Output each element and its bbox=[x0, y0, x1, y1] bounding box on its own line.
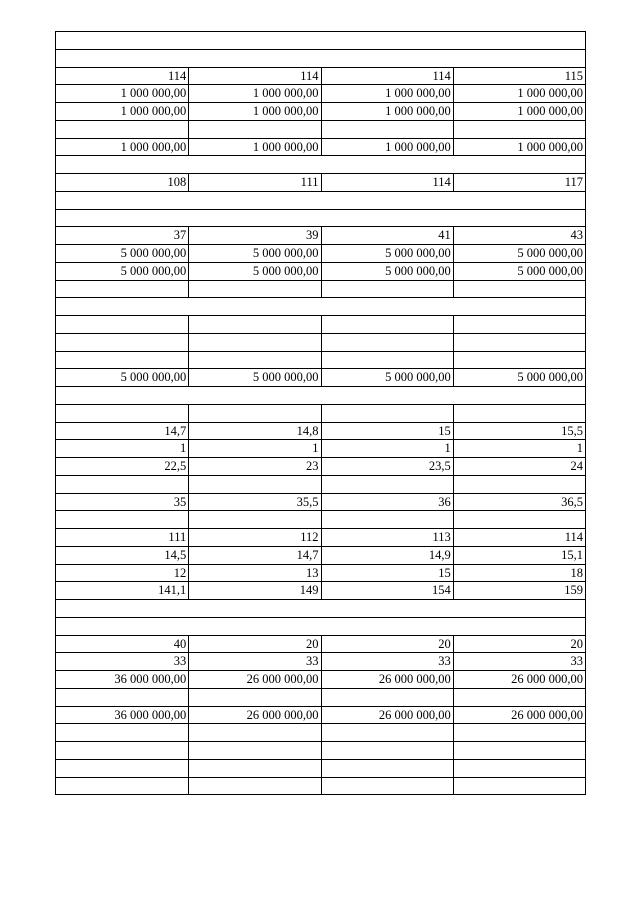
table-cell bbox=[56, 724, 188, 741]
table-cell-merged bbox=[56, 600, 585, 617]
table-cell: 20 bbox=[321, 636, 453, 653]
table-cell-merged bbox=[56, 32, 585, 49]
table-cell bbox=[56, 316, 188, 333]
table-cell: 114 bbox=[188, 68, 320, 85]
table-cell bbox=[56, 778, 188, 795]
table-row bbox=[55, 351, 586, 369]
table-cell bbox=[321, 778, 453, 795]
table-row bbox=[55, 49, 586, 67]
table-cell: 26 000 000,00 bbox=[453, 707, 585, 724]
table-cell bbox=[56, 760, 188, 777]
table-row bbox=[55, 741, 586, 759]
table-cell: 14,7 bbox=[188, 547, 320, 564]
table-cell bbox=[453, 281, 585, 298]
table-cell: 41 bbox=[321, 227, 453, 244]
table-row bbox=[55, 457, 586, 475]
table-cell: 18 bbox=[453, 565, 585, 582]
table-cell bbox=[321, 352, 453, 369]
table-row bbox=[55, 67, 586, 85]
table-cell bbox=[321, 121, 453, 138]
table-cell-merged bbox=[56, 156, 585, 173]
table-cell-merged bbox=[56, 210, 585, 227]
table-cell: 36 000 000,00 bbox=[114, 707, 187, 722]
table-cell: 26 000 000,00 bbox=[321, 671, 453, 688]
table-cell-merged bbox=[56, 192, 585, 209]
table-cell: 5 000 000,00 bbox=[120, 370, 187, 385]
table-row bbox=[55, 404, 586, 422]
table-cell: 1 bbox=[321, 440, 453, 457]
table-cell bbox=[188, 334, 320, 351]
table-row bbox=[55, 138, 586, 156]
table-cell: 35,5 bbox=[188, 494, 320, 511]
table-cell: 26 000 000,00 bbox=[321, 707, 453, 724]
table-cell: 5 000 000,00 bbox=[321, 369, 453, 386]
table-cell: 1 bbox=[188, 440, 320, 457]
table-cell-merged bbox=[56, 387, 585, 404]
table-row bbox=[55, 386, 586, 404]
table-cell: 1 000 000,00 bbox=[120, 139, 187, 154]
table-row bbox=[55, 777, 586, 796]
table-cell: 20 bbox=[453, 636, 585, 653]
table-row bbox=[55, 723, 586, 741]
table-cell bbox=[321, 742, 453, 759]
table-row bbox=[55, 475, 586, 493]
table-row bbox=[55, 173, 586, 191]
table-cell bbox=[56, 476, 188, 493]
table-cell: 20 bbox=[188, 636, 320, 653]
table-cell bbox=[188, 511, 320, 528]
table-cell: 1 bbox=[453, 440, 585, 457]
table-cell: 1 000 000,00 bbox=[321, 103, 453, 120]
table-row bbox=[55, 226, 586, 244]
table-row bbox=[55, 155, 586, 173]
table-cell: 5 000 000,00 bbox=[188, 245, 320, 262]
table-cell: 1 000 000,00 bbox=[188, 85, 320, 102]
table-cell: 114 bbox=[321, 68, 453, 85]
table-cell bbox=[321, 689, 453, 706]
table-row bbox=[55, 617, 586, 635]
table-cell: 40 bbox=[173, 636, 187, 651]
table-cell bbox=[453, 742, 585, 759]
table-cell: 22,5 bbox=[164, 459, 187, 473]
table-cell bbox=[56, 405, 188, 422]
table-cell: 15,5 bbox=[453, 423, 585, 440]
table-cell: 154 bbox=[321, 582, 453, 599]
table-cell: 15 bbox=[321, 423, 453, 440]
table-cell: 5 000 000,00 bbox=[321, 245, 453, 262]
table-cell: 43 bbox=[453, 227, 585, 244]
table-cell bbox=[56, 352, 188, 369]
table-cell: 5 000 000,00 bbox=[188, 263, 320, 280]
table-row bbox=[55, 280, 586, 298]
table-row bbox=[55, 635, 586, 653]
table-cell: 141,1 bbox=[158, 583, 187, 598]
table-cell: 5 000 000,00 bbox=[453, 263, 585, 280]
table-row bbox=[55, 368, 586, 386]
table-cell: 115 bbox=[453, 68, 585, 85]
table-cell: 14,7 bbox=[164, 423, 187, 438]
table-cell bbox=[56, 689, 188, 706]
table-cell: 111 bbox=[188, 174, 320, 191]
table-cell bbox=[56, 742, 188, 759]
table-cell bbox=[56, 281, 188, 298]
table-cell: 1 000 000,00 bbox=[120, 86, 187, 101]
table-cell bbox=[453, 511, 585, 528]
table-cell bbox=[188, 476, 320, 493]
table-cell: 114 bbox=[321, 174, 453, 191]
table-cell: 13 bbox=[188, 565, 320, 582]
table-cell: 1 000 000,00 bbox=[453, 85, 585, 102]
table-row bbox=[55, 652, 586, 670]
table-cell: 24 bbox=[453, 458, 585, 475]
table-cell: 5 000 000,00 bbox=[321, 263, 453, 280]
table-cell bbox=[188, 689, 320, 706]
table-cell: 35 bbox=[173, 494, 187, 509]
table-cell-merged bbox=[56, 298, 585, 315]
table-cell bbox=[56, 121, 188, 138]
table-cell: 33 bbox=[321, 653, 453, 670]
table-cell: 1 000 000,00 bbox=[188, 139, 320, 156]
table-cell: 1 bbox=[180, 441, 187, 456]
table-cell bbox=[453, 778, 585, 795]
table-row bbox=[55, 688, 586, 706]
table-cell bbox=[321, 334, 453, 351]
table-cell bbox=[453, 476, 585, 493]
table-cell bbox=[188, 121, 320, 138]
table-cell: 113 bbox=[321, 529, 453, 546]
table-row bbox=[55, 706, 586, 724]
table-row bbox=[55, 510, 586, 528]
table-row bbox=[55, 546, 586, 564]
table-cell bbox=[188, 724, 320, 741]
table-cell-merged bbox=[56, 618, 585, 635]
table-cell: 15,1 bbox=[453, 547, 585, 564]
table-cell: 37 bbox=[173, 228, 187, 243]
table-row bbox=[55, 333, 586, 351]
table-row bbox=[55, 759, 586, 777]
table-cell: 39 bbox=[188, 227, 320, 244]
table-cell: 33 bbox=[453, 653, 585, 670]
table-cell: 33 bbox=[188, 653, 320, 670]
table-cell bbox=[56, 334, 188, 351]
table-row bbox=[55, 102, 586, 120]
table-cell: 149 bbox=[188, 582, 320, 599]
table-cell bbox=[453, 334, 585, 351]
table-cell bbox=[321, 511, 453, 528]
table-row bbox=[55, 84, 586, 102]
table-cell bbox=[453, 121, 585, 138]
table-cell: 26 000 000,00 bbox=[453, 671, 585, 688]
table-cell: 14,8 bbox=[188, 423, 320, 440]
table-cell bbox=[453, 352, 585, 369]
table-cell: 111 bbox=[168, 530, 187, 544]
table-row bbox=[55, 262, 586, 280]
table-cell bbox=[321, 476, 453, 493]
data-table bbox=[55, 31, 586, 795]
table-cell: 117 bbox=[453, 174, 585, 191]
table-cell: 33 bbox=[173, 654, 187, 669]
table-cell: 36,5 bbox=[453, 494, 585, 511]
table-cell bbox=[188, 352, 320, 369]
table-cell: 1 000 000,00 bbox=[120, 104, 187, 118]
table-cell: 26 000 000,00 bbox=[188, 707, 320, 724]
table-cell bbox=[453, 760, 585, 777]
table-cell: 14,9 bbox=[321, 547, 453, 564]
table-cell: 5 000 000,00 bbox=[120, 263, 187, 278]
table-cell bbox=[321, 405, 453, 422]
table-cell: 114 bbox=[167, 68, 187, 83]
table-cell bbox=[453, 689, 585, 706]
table-row bbox=[55, 120, 586, 138]
table-cell: 112 bbox=[188, 529, 320, 546]
table-cell: 114 bbox=[453, 529, 585, 546]
table-row bbox=[55, 244, 586, 262]
table-cell: 1 000 000,00 bbox=[453, 139, 585, 156]
table-cell bbox=[453, 316, 585, 333]
table-row bbox=[55, 315, 586, 333]
table-cell: 36 bbox=[321, 494, 453, 511]
table-cell bbox=[188, 281, 320, 298]
table-cell bbox=[321, 316, 453, 333]
table-row bbox=[55, 439, 586, 457]
table-cell: 1 000 000,00 bbox=[321, 139, 453, 156]
table-cell bbox=[321, 760, 453, 777]
table-cell bbox=[453, 405, 585, 422]
table-row bbox=[55, 599, 586, 617]
table-cell: 23 bbox=[188, 458, 320, 475]
table-row bbox=[55, 191, 586, 209]
table-cell-merged bbox=[56, 50, 585, 67]
table-row bbox=[55, 581, 586, 599]
table-cell: 36 000 000,00 bbox=[114, 672, 187, 686]
table-cell: 108 bbox=[167, 175, 187, 189]
table-cell bbox=[188, 316, 320, 333]
table-cell: 5 000 000,00 bbox=[453, 245, 585, 262]
table-cell: 26 000 000,00 bbox=[188, 671, 320, 688]
table-cell: 1 000 000,00 bbox=[188, 103, 320, 120]
table-cell bbox=[453, 724, 585, 741]
table-cell: 5 000 000,00 bbox=[188, 369, 320, 386]
table-cell: 14,5 bbox=[164, 547, 187, 562]
table-cell bbox=[188, 778, 320, 795]
table-row bbox=[55, 493, 586, 511]
table-cell: 23,5 bbox=[321, 458, 453, 475]
table-cell: 1 000 000,00 bbox=[321, 85, 453, 102]
table-cell: 1 000 000,00 bbox=[453, 103, 585, 120]
table-cell bbox=[321, 281, 453, 298]
table-row bbox=[55, 209, 586, 227]
table-cell bbox=[188, 405, 320, 422]
table-cell bbox=[188, 760, 320, 777]
table-cell: 159 bbox=[453, 582, 585, 599]
table-row bbox=[55, 297, 586, 315]
table-row bbox=[55, 31, 586, 49]
table-cell bbox=[56, 511, 188, 528]
table-row bbox=[55, 528, 586, 546]
table-cell: 12 bbox=[173, 565, 187, 580]
table-cell: 5 000 000,00 bbox=[120, 246, 187, 260]
table-cell: 15 bbox=[321, 565, 453, 582]
table-cell bbox=[188, 742, 320, 759]
table-row bbox=[55, 422, 586, 440]
table-cell bbox=[321, 724, 453, 741]
table-row bbox=[55, 670, 586, 688]
table-cell: 5 000 000,00 bbox=[453, 369, 585, 386]
table-row bbox=[55, 564, 586, 582]
